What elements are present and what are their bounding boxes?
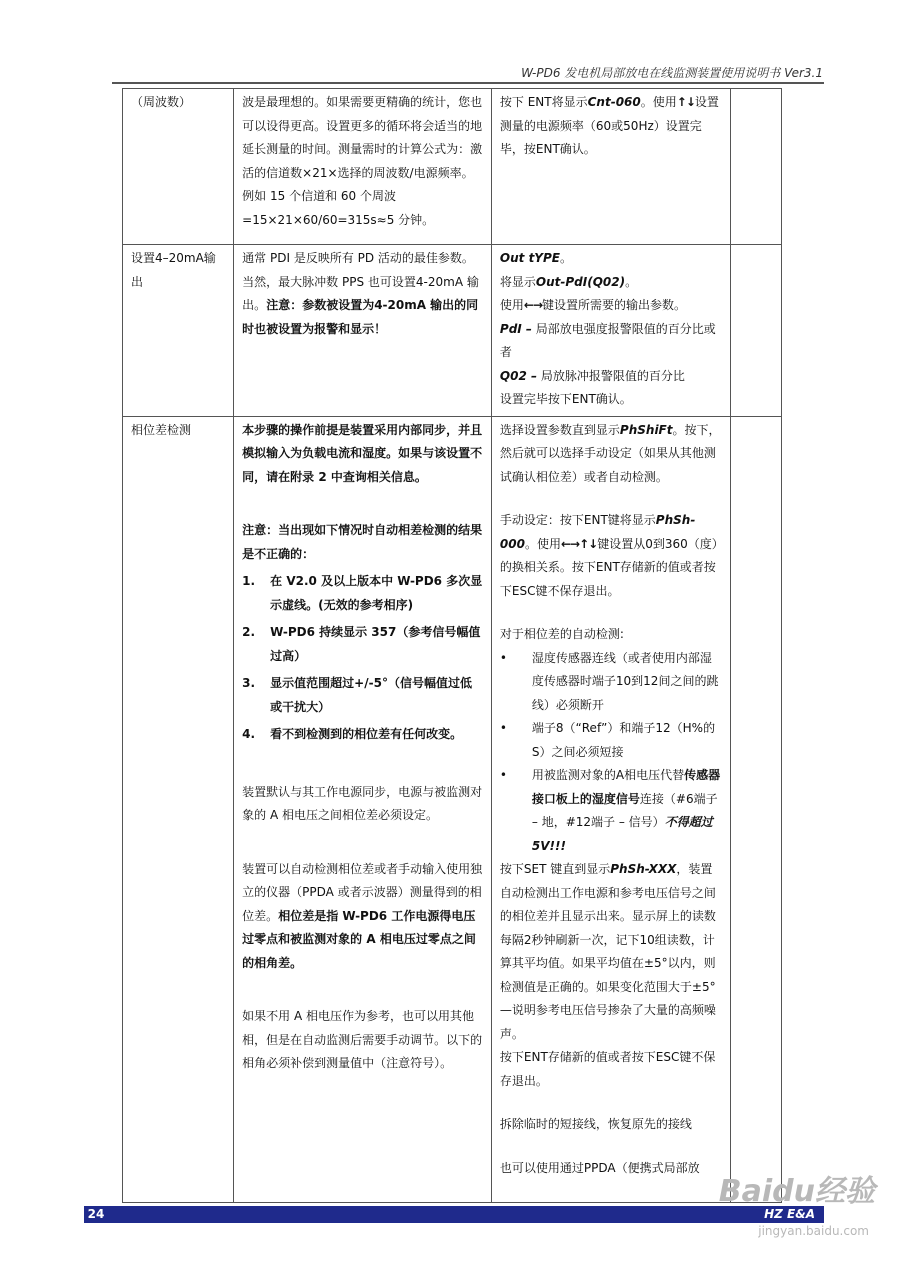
- table-row: [123, 89, 782, 245]
- operation-cell: 选择设置参数直到显示PhShiFt。按下，然后就可以选择手动设定（如果从其他测试确认相位差）或者自动检测。 手动设定：按下ENT键将显示PhSh-000。使用←→↑↓键设置从0到360（度）的换相关系。按下ENT存储新的值或者按下ESC键不保存退出。 对于相位差的自动检测: • 湿度传感器连线（或者使用内部湿度传感器时端子10到12间之间的跳线）必须断开 • 端子8（“Ref”）和端子12（H%的S）之间必须短接 • 用被监测对象的A相电压代替传感器接口板上的湿度信号连接（#6端子 – 地，#12端子 – 信号）不得超过5V!!! 按下SET 键直到显示PhSh-XXX，装置自动检测出工作电源和参考电压信号之间的相位差并且显示出来。显示屏上的读数每隔2秒钟刷新一次，记下10组读数，计算其平均值。如果平均值在±5°以内，则检测值是正确的。如果变化范围大于±5°—说明参考电压信号掺杂了大量的高频噪声。 按下ENT存储新的值或者按下ESC键不保存退出。 拆除临时的短接线，恢复原先的接线 也可以使用通过PPDA（便携式局部放: [491, 416, 731, 1202]
- page-number: 24: [87, 1207, 105, 1221]
- left-right-arrows-icon: ←→: [523, 298, 543, 312]
- watermark-logo: Baidu经验: [718, 1174, 875, 1209]
- list-item: 3. 显示值范围超过+/-5°（信号幅值过低或干扰大）: [242, 676, 472, 714]
- table-row: [123, 245, 782, 417]
- auto-detect-list: [500, 647, 723, 859]
- description-cell: 通常 PDI 是反映所有 PD 活动的最佳参数。当然，最大脉冲数 PPS 也可设置4-20mA 输出。注意：参数被设置为4-20mA 输出的同时也被设置为报警和显示！: [234, 245, 492, 417]
- list-item: • 端子8（“Ref”）和端子12（H%的S）之间必须短接: [500, 717, 723, 764]
- row-label: 设置4–20mA输出: [123, 245, 234, 417]
- description-cell: 本步骤的操作前提是装置采用内部同步，并且模拟输入为负载电流和湿度。如果与该设置不同，请在附录 2 中查询相关信息。 注意：当出现如下情况时自动相差检测的结果是不正确的： 1. 在 V2.0 及以上版本中 W-PD6 多次显示虚线。(无效的参考相序) 2. W-PD6 持续显示 357（参考信号幅值过高） 3. 显示值范围超过+/-5°（信号幅值过低或干扰大） 4. 看不到检测到的相位差有任何改变。 装置默认与其工作电源同步，电源与被监测对象的 A 相电压之间相位差必须设定。 装置可以自动检测相位差或者手动输入使用独立的仪器（PPDA 或者示波器）测量得到的相位差。相位差是指 W-PD6 工作电源得电压过零点和被监测对象的 A 相电压过零点之间的相角差。 如果不用 A 相电压作为参考，也可以用其他相，但是在自动监测后需要手动调节。以下的相角必须补偿到测量值中（注意符号）。: [234, 416, 492, 1202]
- watermark-url: jingyan.baidu.com: [758, 1224, 869, 1238]
- bullet-icon: •: [499, 650, 507, 665]
- description-cell: 波是最理想的。如果需要更精确的统计，您也可以设得更高。设置更多的循环将会适当的地延长测量的时间。测量需时的计算公式为：激活的信道数×21×选择的周波数/电源频率。例如 15 个信道和 60 个周波=15×21×60/60=315s≈5 分钟。: [234, 89, 492, 245]
- bullet-icon: •: [499, 768, 507, 782]
- footer-bar: [84, 1206, 824, 1223]
- operation-cell: 按下 ENT将显示Cnt-060。使用↑↓设置测量的电源频率（60或50Hz）设置完毕，按ENT确认。: [491, 89, 731, 245]
- operation-cell: Out tYPE。 将显示Out-PdI(Q02)。 使用←→键设置所需要的输出参数。 PdI – 局部放电强度报警限值的百分比或者 Q02 – 局放脉冲报警限值的百分比 设置完毕按下ENT确认。: [491, 245, 731, 417]
- up-down-arrows-icon: ↑↓: [676, 95, 695, 109]
- list-item: 2. W-PD6 持续显示 357（参考信号幅值过高）: [242, 625, 481, 663]
- row-label: （周波数）: [123, 89, 234, 245]
- condition-list: [242, 570, 483, 747]
- note-cell: [731, 245, 782, 417]
- bullet-icon: •: [499, 721, 507, 735]
- instruction-table: [122, 88, 782, 1203]
- running-header: W-PD6 发电机局部放电在线监测装置使用说明书 Ver3.1: [521, 66, 823, 80]
- list-item: • 用被监测对象的A相电压代替传感器接口板上的湿度信号连接（#6端子 – 地，#12端子 – 信号）不得超过5V!!!: [500, 764, 723, 858]
- note-cell: [731, 416, 782, 1202]
- direction-arrows-icon: ←→↑↓: [560, 536, 598, 551]
- row-label: 相位差检测: [123, 416, 234, 1202]
- header-rule: [112, 82, 824, 84]
- note-cell: [731, 89, 782, 245]
- list-item: • 湿度传感器连线（或者使用内部湿度传感器时端子10到12间之间的跳线）必须断开: [500, 647, 723, 718]
- list-item: 1. 在 V2.0 及以上版本中 W-PD6 多次显示虚线。(无效的参考相序): [242, 574, 483, 612]
- table-row: [123, 416, 782, 1202]
- list-item: 4. 看不到检测到的相位差有任何改变。: [242, 727, 463, 741]
- footer-brand: HZ E&A: [764, 1207, 815, 1221]
